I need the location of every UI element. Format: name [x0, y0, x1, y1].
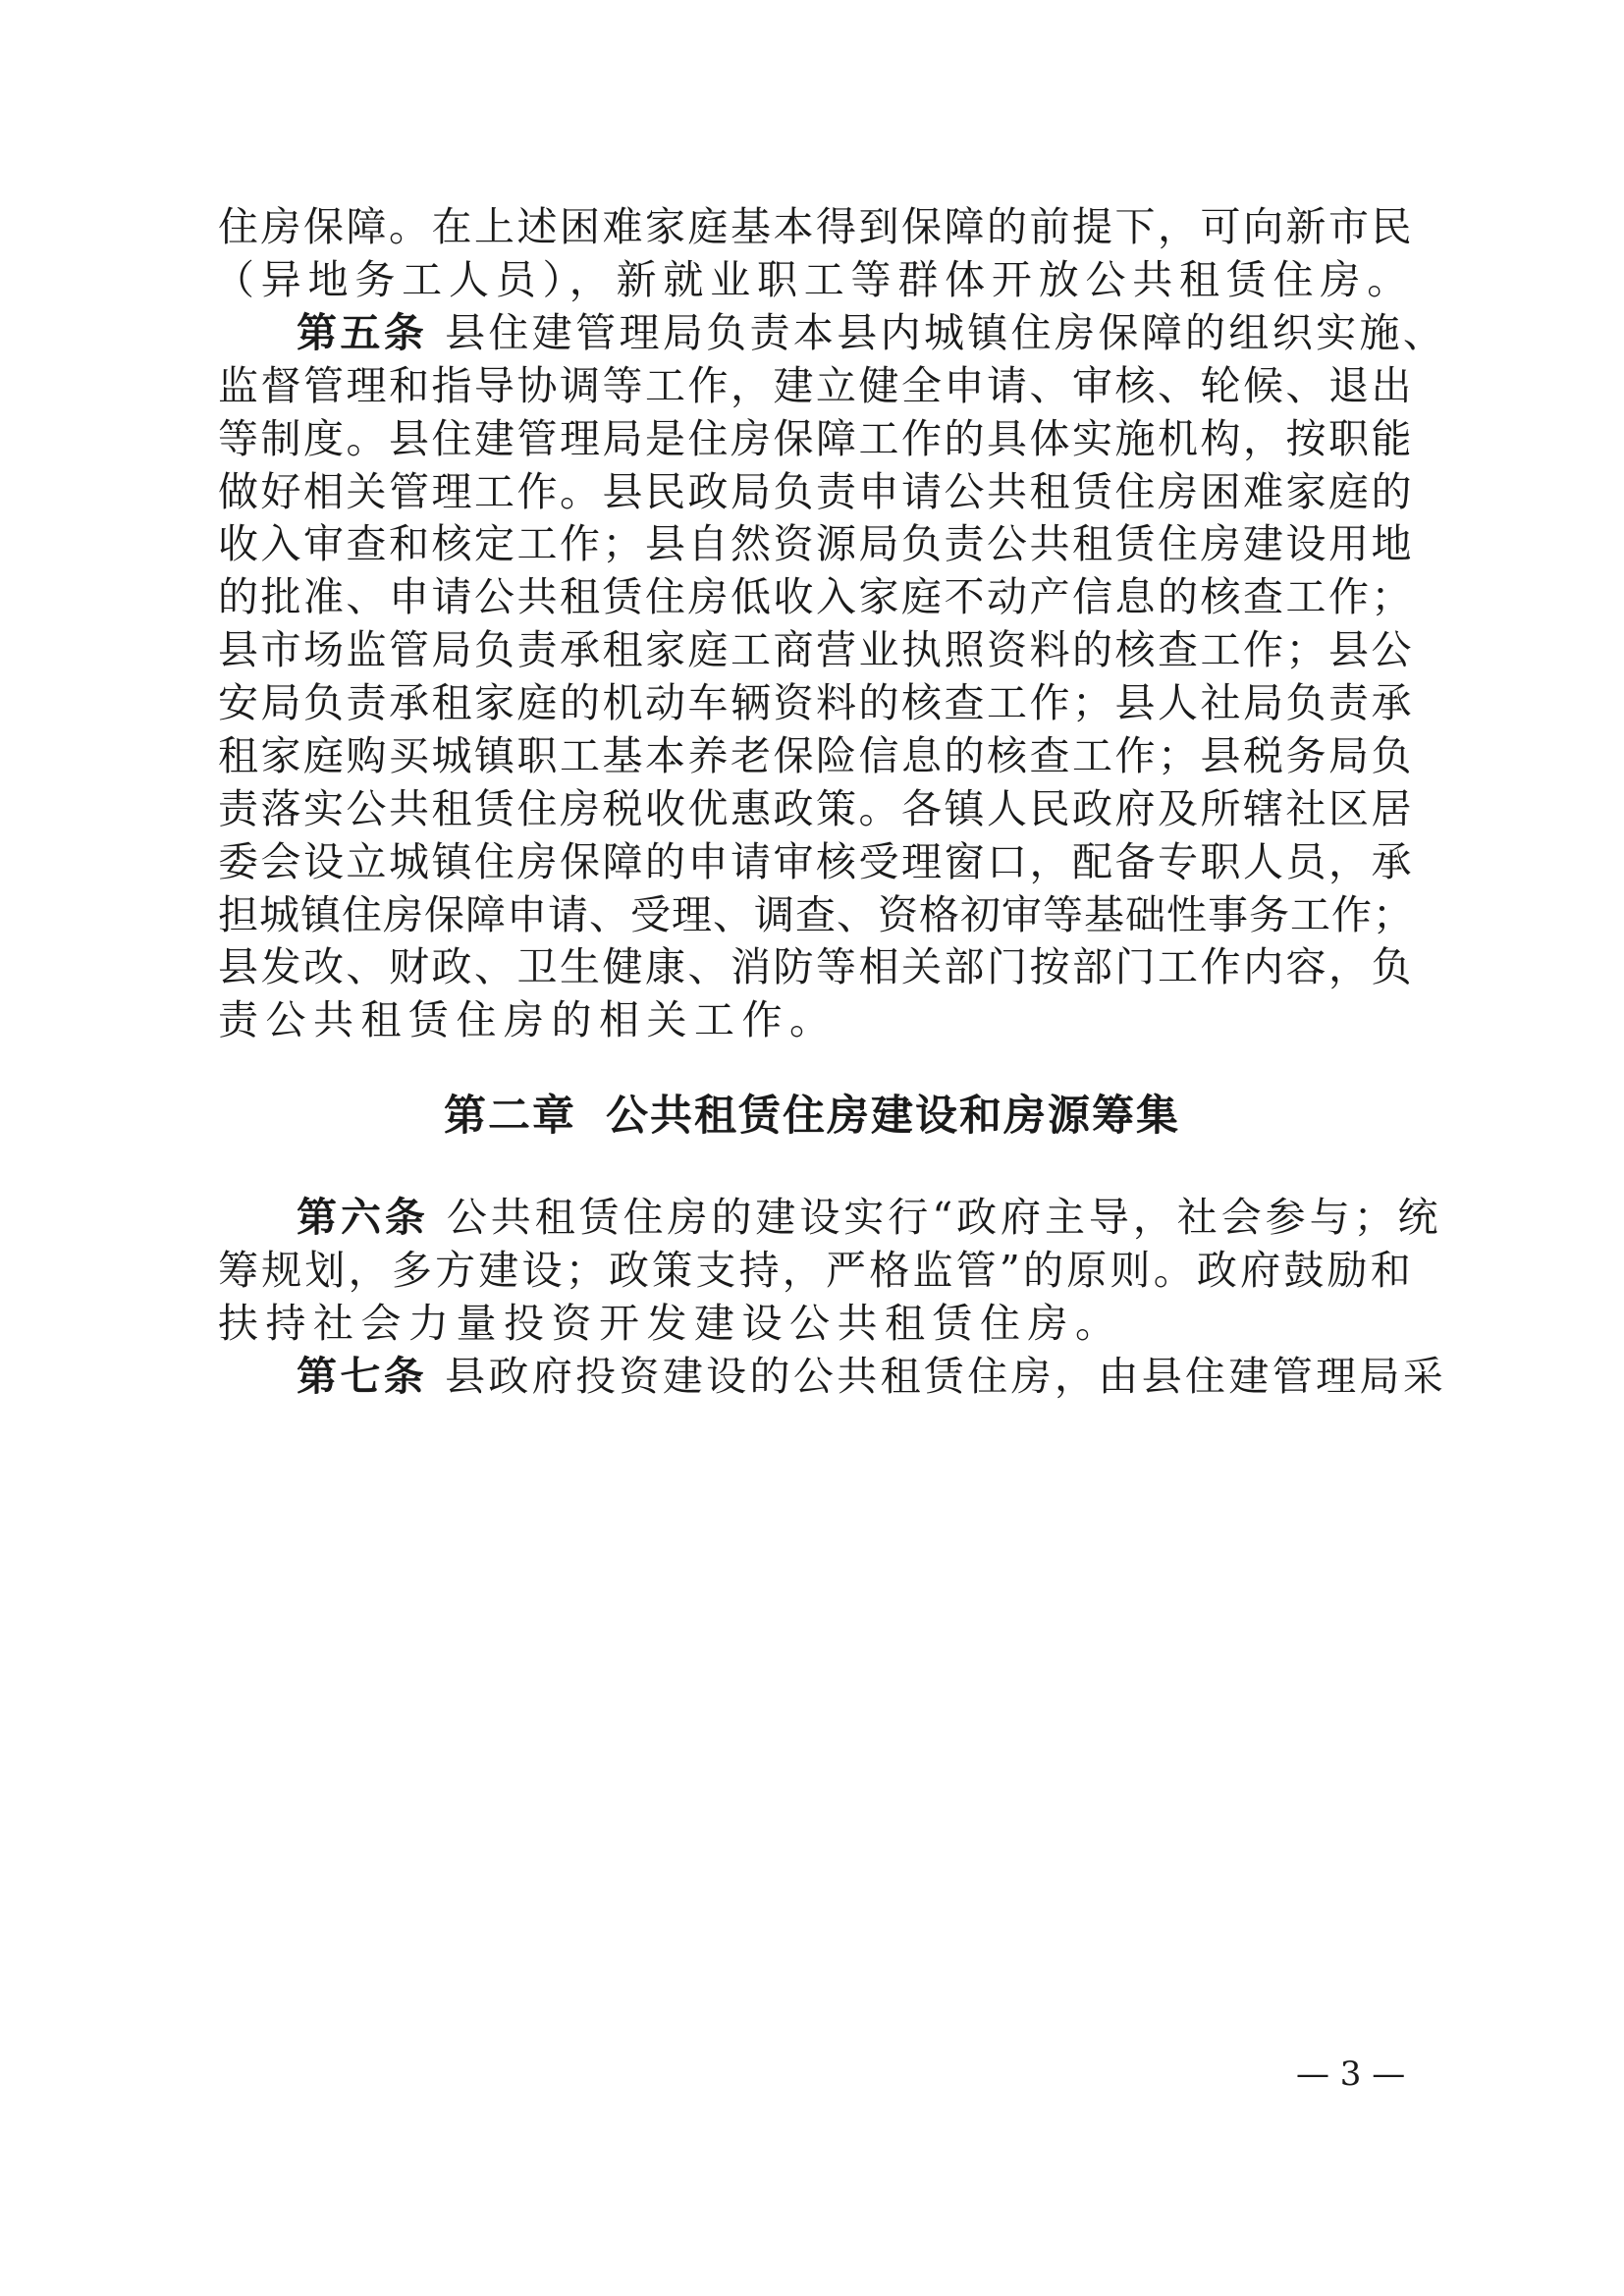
body-text-line: 县发改、财政、卫生健康、消防等相关部门按部门工作内容，负 — [218, 943, 1414, 990]
body-text-line: 安局负责承租家庭的机动车辆资料的核查工作；县人社局负责承 — [218, 679, 1414, 726]
body-text-line: 收入审查和核定工作；县自然资源局负责公共租赁住房建设用地 — [218, 520, 1414, 567]
page-number: — 3 — — [1296, 2055, 1406, 2094]
body-text-line: 租家庭购买城镇职工基本养老保险信息的核查工作；县税务局负 — [218, 732, 1414, 779]
body-text-line: 责落实公共租赁住房税收优惠政策。各镇人民政府及所辖社区居 — [218, 785, 1414, 832]
article-7-text: 县政府投资建设的公共租赁住房，由县住建管理局采 — [445, 1353, 1447, 1400]
article-5-heading: 第五条 — [297, 309, 428, 356]
body-text-line: 的批准、申请公共租赁住房低收入家庭不动产信息的核查工作； — [218, 573, 1414, 620]
body-text-line: 委会设立城镇住房保障的申请审核受理窗口，配备专职人员，承 — [218, 838, 1414, 885]
body-text-line: 扶持社会力量投资开发建设公共租赁住房。 — [218, 1300, 1123, 1347]
body-text-line: 县市场监管局负责承租家庭工商营业执照资料的核查工作；县公 — [218, 626, 1414, 673]
article-6-text: 公共租赁住房的建设实行“政府主导，社会参与；统 — [446, 1194, 1442, 1241]
body-text-line: 责公共租赁住房的相关工作。 — [218, 996, 838, 1043]
chapter-heading — [0, 1092, 1624, 1141]
body-text-line: 监督管理和指导协调等工作，建立健全申请、审核、轮候、退出 — [218, 362, 1414, 409]
body-text-line: 担城镇住房保障申请、受理、调查、资格初审等基础性事务工作； — [218, 891, 1414, 938]
article-7-first-line — [297, 1353, 1447, 1400]
article-7-heading: 第七条 — [297, 1353, 428, 1400]
body-text-line: （异地务工人员），新就业职工等群体开放公共租赁住房。 — [214, 256, 1414, 303]
chapter-number: 第二章 — [444, 1092, 576, 1141]
body-text-line: 做好相关管理工作。县民政局负责申请公共租赁住房困难家庭的 — [218, 468, 1414, 515]
body-text-line: 筹规划，多方建设；政策支持，严格监管”的原则。政府鼓励和 — [218, 1247, 1414, 1294]
article-6-heading: 第六条 — [297, 1194, 429, 1241]
body-text-line: 等制度。县住建管理局是住房保障工作的具体实施机构，按职能 — [218, 415, 1414, 462]
article-5-text: 县住建管理局负责本县内城镇住房保障的组织实施、 — [445, 309, 1447, 356]
article-6-first-line — [297, 1194, 1442, 1241]
chapter-title: 公共租赁住房建设和房源筹集 — [606, 1092, 1180, 1141]
article-5-first-line — [297, 309, 1447, 356]
body-text-line: 住房保障。在上述困难家庭基本得到保障的前提下，可向新市民 — [218, 203, 1414, 250]
